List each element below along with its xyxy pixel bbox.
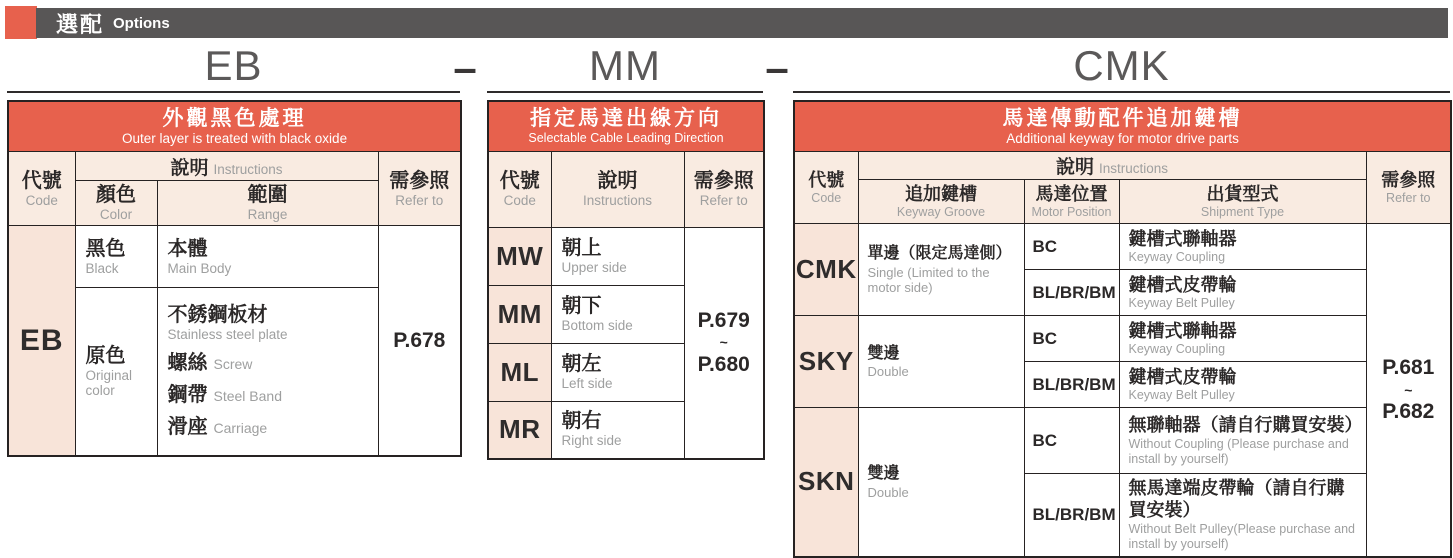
label-en: Refer to <box>1386 191 1431 206</box>
separator-dash: – <box>765 44 789 91</box>
col-header-color <box>75 181 157 226</box>
instruction-cell <box>551 401 684 459</box>
keyway-groove-cell <box>858 224 1024 316</box>
col-header-instructions <box>75 152 378 181</box>
col-header-code <box>488 151 551 227</box>
label-en: Range <box>247 207 288 223</box>
refer-cell <box>684 227 764 459</box>
label-zh: 鋼帶 <box>167 383 208 406</box>
motor-position-cell: BL/BR/BM <box>1024 474 1119 557</box>
label-en: Keyway Belt Pulley <box>1128 296 1235 311</box>
range-item <box>168 304 370 343</box>
table-title-row <box>794 101 1451 152</box>
table-row <box>488 227 764 285</box>
label-zh: 本體 <box>167 237 208 260</box>
label-zh: 螺絲 <box>167 351 208 374</box>
refer-to: P.680 <box>697 353 750 377</box>
options-banner <box>36 8 1448 38</box>
label-zh: 需參照 <box>693 169 754 192</box>
banner-accent-square <box>5 6 37 39</box>
refer-to: P.682 <box>1382 400 1435 424</box>
label-zh: 朝下 <box>561 294 602 317</box>
label-zh: 原色 <box>85 344 126 367</box>
shipment-type-cell <box>1119 474 1366 557</box>
table-row <box>794 408 1451 474</box>
banner-title-zh: 選配 <box>56 11 105 37</box>
refer-cell <box>1366 224 1451 557</box>
label-en: Refer to <box>699 192 748 208</box>
motor-position-cell: BC <box>1024 408 1119 474</box>
motor-position-cell: BL/BR/BM <box>1024 362 1119 408</box>
label-en: Bottom side <box>561 317 633 333</box>
mm-options-table <box>487 100 765 460</box>
label-zh: 範圍 <box>247 184 288 207</box>
color-cell <box>75 226 157 288</box>
table-row <box>794 224 1451 270</box>
col-header-refer <box>1366 152 1451 224</box>
cmk-table-title <box>794 101 1451 152</box>
separator-dash: – <box>453 44 477 91</box>
label-zh: 說明 <box>170 157 209 179</box>
code-cell: SKN <box>794 408 858 557</box>
table-title-en: Outer layer is treated with black oxide <box>121 131 348 147</box>
label-en: Original color <box>85 367 133 399</box>
refer-from: P.679 <box>697 309 750 333</box>
eb-options-table <box>7 100 462 457</box>
range-cell <box>157 288 378 456</box>
label-zh: 單邊（限定馬達側） <box>867 244 1012 262</box>
col-header-instructions <box>551 151 684 227</box>
table-header-row <box>794 152 1451 180</box>
col-header-refer <box>684 151 764 227</box>
instruction-cell <box>551 227 684 285</box>
table-title-row <box>8 101 461 152</box>
label-zh: 需參照 <box>1381 170 1436 191</box>
label-zh: 鍵槽式聯軸器 <box>1128 228 1237 249</box>
table-title-en: Additional keyway for motor drive parts <box>1006 131 1239 147</box>
label-en: Shipment Type <box>1200 205 1285 220</box>
label-zh: 鍵槽式聯軸器 <box>1128 320 1237 341</box>
table-header-row <box>8 152 461 181</box>
label-zh: 不銹鋼板材 <box>167 304 268 327</box>
table-header-row <box>488 151 764 227</box>
label-en: Double <box>867 484 909 500</box>
label-en: Left side <box>561 375 613 391</box>
label-en: Code <box>25 192 58 208</box>
label-zh: 代號 <box>21 169 62 192</box>
label-zh: 滑座 <box>167 415 208 438</box>
heading-eb: EB <box>7 42 460 93</box>
range-item <box>168 378 370 407</box>
shipment-type-cell <box>1119 316 1366 362</box>
col-header-range <box>157 181 378 226</box>
code-cell: EB <box>8 226 75 456</box>
motor-position-cell: BC <box>1024 316 1119 362</box>
label-zh: 顏色 <box>96 184 136 207</box>
label-en: Single (Limited to the motor side) <box>867 264 990 296</box>
label-zh: 出貨型式 <box>1206 184 1279 205</box>
label-en: Keyway Belt Pulley <box>1128 388 1235 403</box>
motor-position-cell: BL/BR/BM <box>1024 270 1119 316</box>
code-cell: MM <box>488 285 551 343</box>
label-zh: 鍵槽式皮帶輪 <box>1128 274 1237 295</box>
col-header-code <box>8 152 75 226</box>
label-en: Right side <box>561 433 622 449</box>
shipment-type-cell <box>1119 408 1366 474</box>
label-en: Motor Position <box>1031 205 1112 220</box>
shipment-type-cell <box>1119 270 1366 316</box>
label-en: Without Coupling (Please purchase and install by yourself) <box>1128 436 1349 466</box>
label-en: Instructions <box>582 192 653 208</box>
label-zh: 無聯軸器（請自行購買安裝） <box>1128 415 1363 436</box>
code-cell: ML <box>488 343 551 401</box>
col-header-refer <box>378 152 461 226</box>
refer-tilde: ~ <box>719 334 728 351</box>
label-en: Refer to <box>395 192 444 208</box>
banner-title-en: Options <box>113 14 170 32</box>
label-zh: 馬達位置 <box>1035 184 1108 205</box>
label-en: Main Body <box>167 260 232 276</box>
label-en: Upper side <box>561 259 627 275</box>
label-zh: 說明 <box>597 169 638 192</box>
instruction-cell <box>551 285 684 343</box>
label-zh: 朝左 <box>561 352 602 375</box>
col-header-code <box>794 152 858 224</box>
table-title-en: Selectable Cable Leading Direction <box>528 131 724 146</box>
table-title-zh: 外觀黑色處理 <box>162 107 307 130</box>
label-zh: 無馬達端皮帶輪（請自行購買安裝） <box>1128 478 1345 520</box>
label-en: Carriage <box>213 419 268 436</box>
keyway-groove-cell <box>858 316 1024 408</box>
code-cell: MR <box>488 401 551 459</box>
label-en: Keyway Coupling <box>1128 250 1226 265</box>
label-zh: 朝右 <box>561 410 602 433</box>
label-zh: 代號 <box>499 169 540 192</box>
table-title-zh: 指定馬達出線方向 <box>530 107 723 131</box>
label-zh: 代號 <box>808 170 845 191</box>
motor-position-cell: BC <box>1024 224 1119 270</box>
mm-table-title <box>488 101 764 151</box>
label-zh: 追加鍵槽 <box>905 184 977 205</box>
label-en: Color <box>99 207 133 223</box>
label-en: Keyway Groove <box>896 205 986 220</box>
label-en: Double <box>867 364 909 380</box>
label-zh: 需參照 <box>389 169 450 192</box>
table-subheader-row <box>794 180 1451 224</box>
table-title-row <box>488 101 764 151</box>
shipment-type-cell <box>1119 224 1366 270</box>
refer-tilde: ~ <box>1404 381 1413 398</box>
code-cell: CMK <box>794 224 858 316</box>
col-header-motor-position <box>1024 180 1119 224</box>
code-cell: MW <box>488 227 551 285</box>
heading-cmk: CMK <box>793 42 1450 93</box>
keyway-groove-cell <box>858 408 1024 557</box>
label-zh: 說明 <box>1055 157 1094 179</box>
label-zh: 雙邊 <box>867 344 900 362</box>
instruction-cell <box>551 343 684 401</box>
label-en: Code <box>811 191 842 206</box>
label-zh: 雙邊 <box>867 464 900 482</box>
label-zh: 朝上 <box>561 236 602 259</box>
color-cell <box>75 288 157 456</box>
label-zh: 黑色 <box>85 237 126 260</box>
label-en: Code <box>503 192 536 208</box>
label-en: Instructions <box>213 161 283 177</box>
col-header-instructions <box>858 152 1366 180</box>
col-header-shipment-type <box>1119 180 1366 224</box>
refer-from: P.681 <box>1382 356 1435 380</box>
label-zh: 鍵槽式皮帶輪 <box>1128 366 1237 387</box>
label-en: Keyway Coupling <box>1128 342 1226 357</box>
range-cell <box>157 226 378 288</box>
heading-mm: MM <box>487 42 763 93</box>
code-cell: SKY <box>794 316 858 408</box>
col-header-keyway-groove <box>858 180 1024 224</box>
label-en: Black <box>85 260 119 276</box>
table-row <box>8 226 461 288</box>
label-en: Screw <box>213 355 253 372</box>
table-row <box>794 316 1451 362</box>
shipment-type-cell <box>1119 362 1366 408</box>
label-en: Instructions <box>1098 161 1169 177</box>
range-item <box>168 410 370 439</box>
range-item <box>168 346 370 375</box>
label-en: Stainless steel plate <box>167 327 288 343</box>
label-en: Without Belt Pulley(Please purchase and install by yourself) <box>1128 521 1356 551</box>
eb-table-title <box>8 101 461 152</box>
refer-cell: P.678 <box>378 226 461 456</box>
label-en: Steel Band <box>213 387 282 404</box>
table-title-zh: 馬達傳動配件追加鍵槽 <box>1002 107 1243 130</box>
cmk-options-table <box>793 100 1452 558</box>
